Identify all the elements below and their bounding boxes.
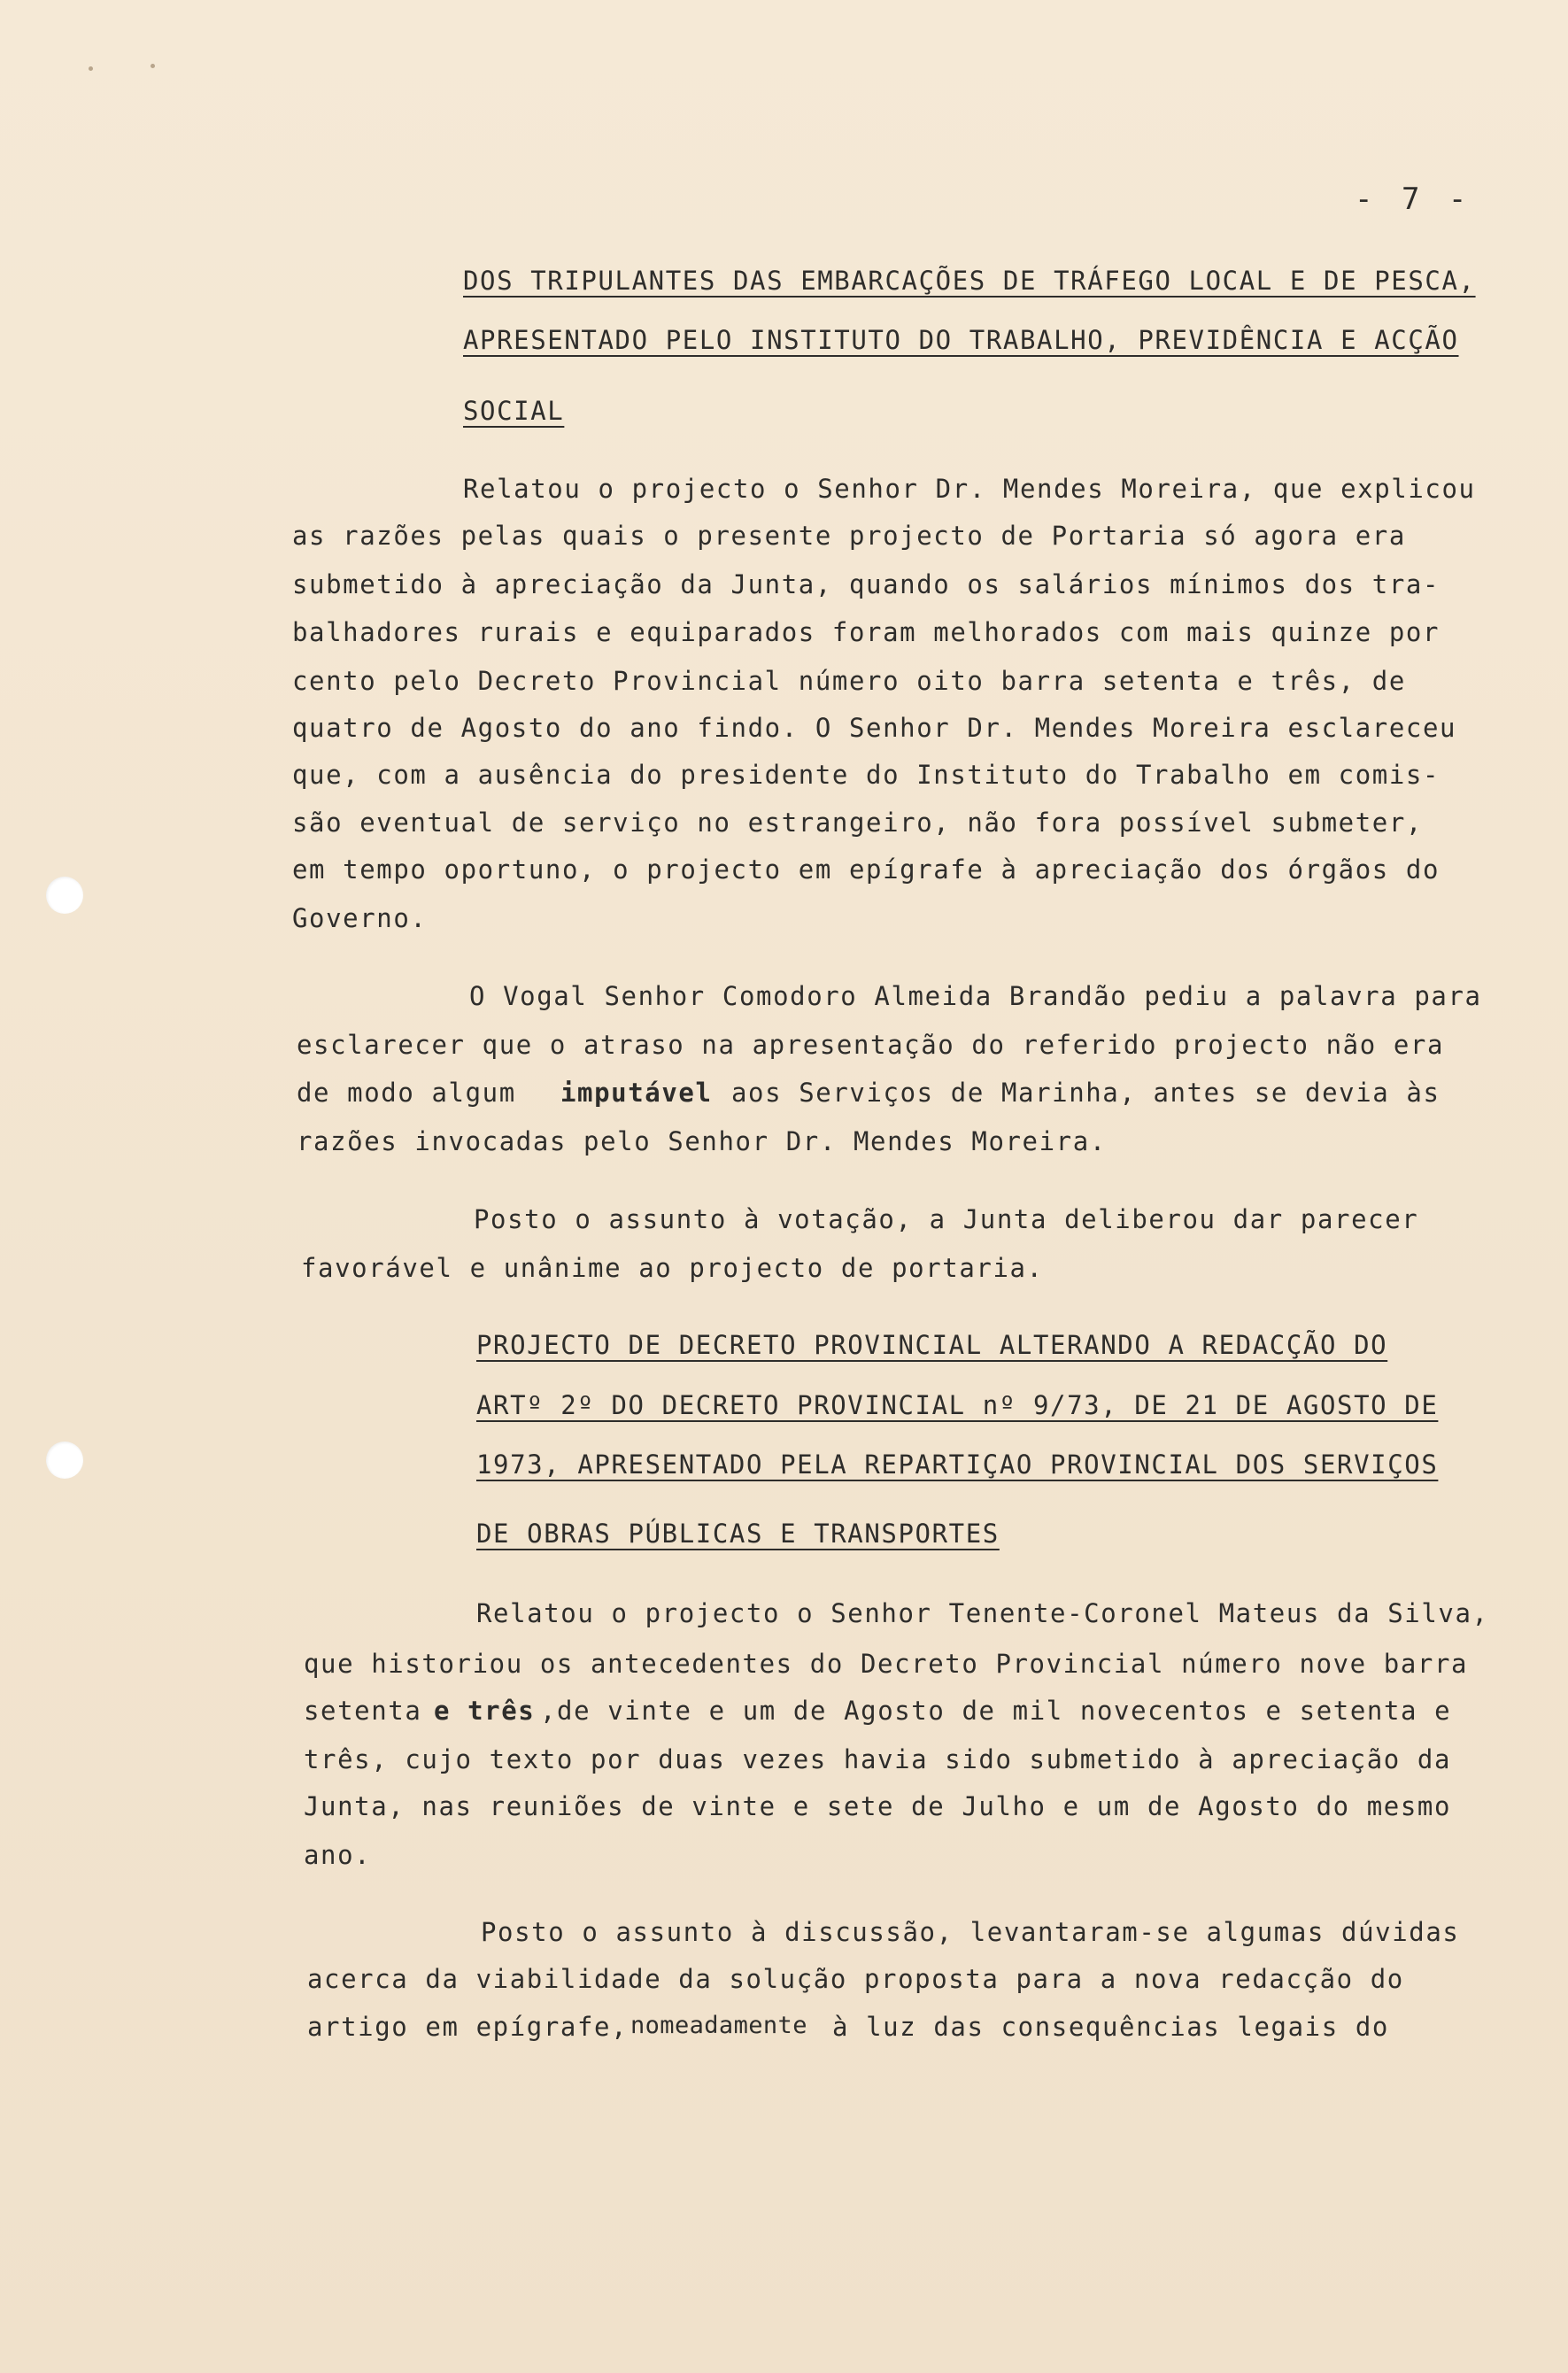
text-line: balhadores rurais e equiparados foram melhorados com mais quinze por <box>292 617 1441 647</box>
text-line: em tempo oportuno, o projecto em epígrafe à apreciação dos órgãos do <box>292 854 1441 885</box>
heading-line: DOS TRIPULANTES DAS EMBARCAÇÕES DE TRÁFEGO LOCAL E DE PESCA, <box>463 266 1476 296</box>
paper-speck <box>89 66 93 71</box>
text-line-segment: artigo em epígrafe, <box>307 2012 629 2042</box>
text-line-segment: e três <box>434 1696 536 1726</box>
text-line: O Vogal Senhor Comodoro Almeida Brandão pediu a palavra para <box>469 981 1482 1011</box>
text-line-segment: setenta <box>304 1696 422 1726</box>
punch-hole <box>46 877 83 914</box>
text-line: que, com a ausência do presidente do Instituto do Trabalho em comis- <box>292 760 1441 790</box>
text-line: três, cujo texto por duas vezes havia sido submetido à apreciação da <box>304 1744 1452 1774</box>
text-line: quatro de Agosto do ano findo. O Senhor Dr. Mendes Moreira esclareceu <box>292 713 1457 743</box>
punch-hole <box>46 1442 83 1479</box>
text-line-segment: ,de vinte e um de Agosto de mil novecentos e setenta e <box>540 1696 1452 1726</box>
text-line-segment: de modo algum <box>297 1078 516 1108</box>
page-number: - 7 - <box>1355 182 1472 217</box>
text-line: são eventual de serviço no estrangeiro, não fora possível submeter, <box>292 808 1423 838</box>
text-line: Relatou o projecto o Senhor Tenente-Coronel Mateus da Silva, <box>476 1598 1489 1628</box>
text-line: Junta, nas reuniões de vinte e sete de Julho e um de Agosto do mesmo <box>304 1791 1452 1821</box>
text-line-segment: imputável <box>560 1078 713 1108</box>
text-line: ano. <box>304 1840 372 1870</box>
heading-line: PROJECTO DE DECRETO PROVINCIAL ALTERANDO A REDACÇÃO DO <box>476 1330 1388 1360</box>
text-line: as razões pelas quais o presente projecto de Portaria só agora era <box>292 521 1406 551</box>
heading-line: DE OBRAS PÚBLICAS E TRANSPORTES <box>476 1519 1000 1549</box>
text-line-segment: à luz das consequências legais do <box>832 2012 1389 2042</box>
text-line: esclarecer que o atraso na apresentação do referido projecto não era <box>297 1030 1445 1060</box>
heading-line: ARTº 2º DO DECRETO PROVINCIAL nº 9/73, DE 21 DE AGOSTO DE <box>476 1390 1439 1420</box>
paper-speck <box>151 64 155 68</box>
text-line-segment: aos Serviços de Marinha, antes se devia às <box>731 1078 1441 1108</box>
text-line: Posto o assunto à votação, a Junta deliberou dar parecer <box>474 1204 1419 1234</box>
text-line: Posto o assunto à discussão, levantaram-se algumas dúvidas <box>481 1917 1460 1947</box>
text-line: Relatou o projecto o Senhor Dr. Mendes Moreira, que explicou <box>463 474 1476 504</box>
heading-line: 1973, APRESENTADO PELA REPARTIÇAO PROVINCIAL DOS SERVIÇOS <box>476 1449 1439 1480</box>
text-line: que historiou os antecedentes do Decreto Provincial número nove barra <box>304 1649 1469 1679</box>
text-line: favorável e unânime ao projecto de portaria. <box>301 1253 1044 1283</box>
heading-line: APRESENTADO PELO INSTITUTO DO TRABALHO, PREVIDÊNCIA E ACÇÃO <box>463 325 1459 355</box>
text-line: razões invocadas pelo Senhor Dr. Mendes Moreira. <box>297 1126 1107 1156</box>
text-line: acerca da viabilidade da solução proposta para a nova redacção do <box>307 1964 1404 1994</box>
text-line: submetido à apreciação da Junta, quando os salários mínimos dos tra- <box>292 569 1441 599</box>
text-line-segment: nomeadamente <box>630 2012 807 2039</box>
heading-line: SOCIAL <box>463 396 565 426</box>
text-line: cento pelo Decreto Provincial número oito barra setenta e três, de <box>292 666 1406 696</box>
text-line: Governo. <box>292 903 428 933</box>
